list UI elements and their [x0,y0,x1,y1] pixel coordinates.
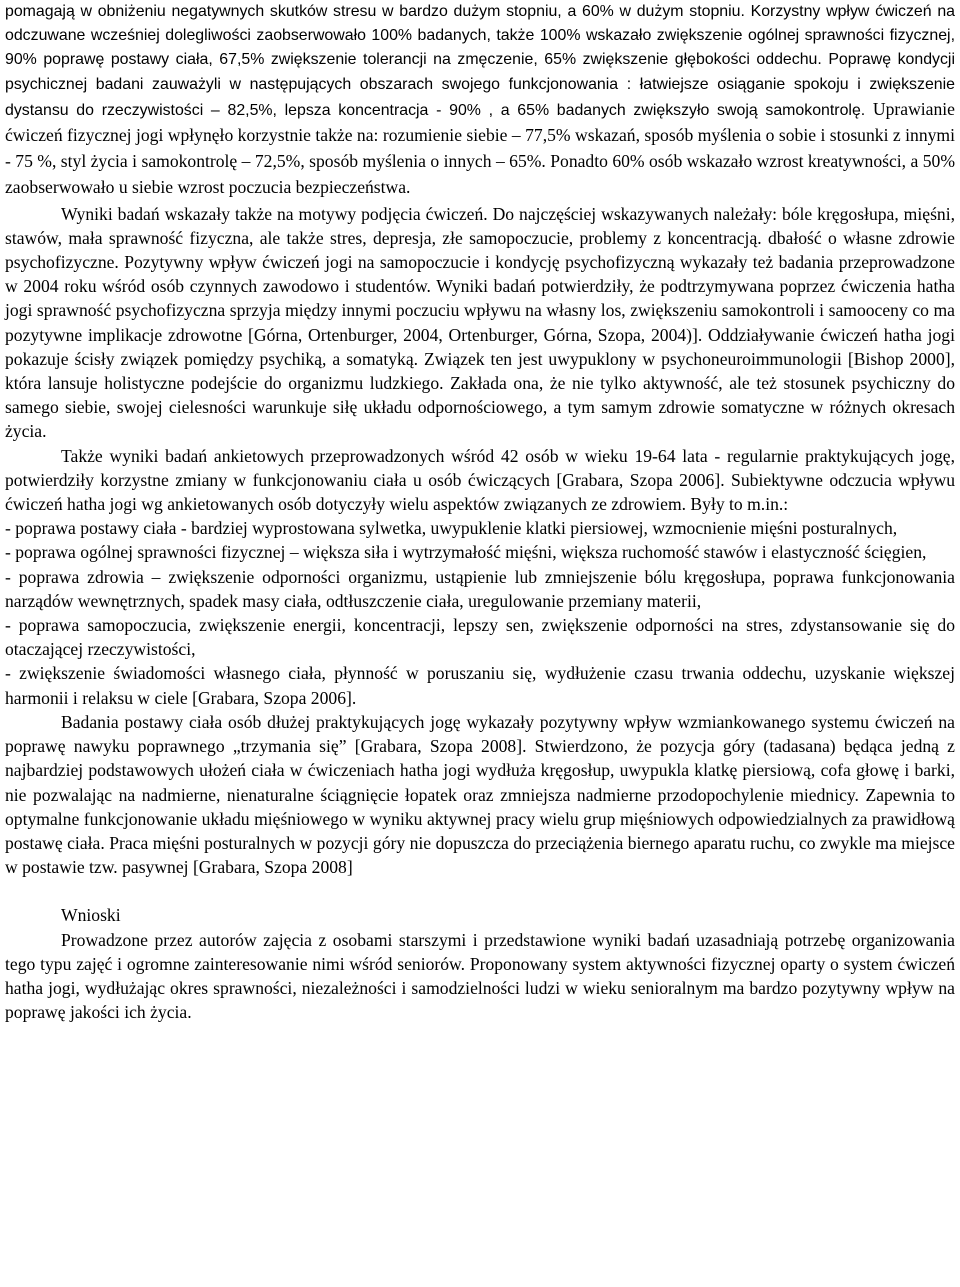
bullet-list [5,516,955,710]
intro-serif-text: Uprawianie ćwiczeń fizycznej jogi wpłynęło korzystnie także na: rozumienie siebie – 77,5% wskazań, sposób myślenia o sobie i stosunki z innymi - 75 %, styl życia i samokontrolę – 72,5%, sposób myślenia o innych – 65%. Ponadto 60% osób wskazało wzrost kreatywności, a 50% zaobserwowało u siebie wzrost poczucia bezpieczeństwa. [5,98,955,198]
section-heading-conclusions: Wnioski [61,905,121,926]
list-item: - poprawa ogólnej sprawności fizycznej – większa siła i wytrzymałość mięśni, większa ruchomość stawów i elastyczność ścięgien, [5,542,927,563]
paragraph-survey: Także wyniki badań ankietowych przeprowadzonych wśród 42 osób w wieku 19-64 lata - regularnie praktykujących jogę, potwierdziły korzystne zmiany w funkcjonowaniu ciała u osób ćwiczących [Grabara, Szopa 2006]. Subiektywne odczucia wpływu ćwiczeń hatha jogi wg ankietowanych osób dotyczyły wielu aspektów związanych ze zdrowiem. Były to m.in.: [5,445,955,515]
list-item: - poprawa samopoczucia, zwiększenie energii, koncentracji, lepszy sen, zwiększenie odporności na stres, zdystansowanie się do otaczającej rzeczywistości, [5,615,955,660]
paragraph-posture: Badania postawy ciała osób dłużej praktykujących jogę wykazały pozytywny wpływ wzmiankowanego systemu ćwiczeń na poprawę nawyku poprawnego „trzymania się” [Grabara, Szopa 2008]. Stwierdzono, że pozycja góry (tadasana) będąca jedną z najbardziej podstawowych ułożeń ciała w ćwiczeniach hatha jogi wydłuża kręgosłup, uwypukla klatkę piersiową, cofa głowę i barki, nie pozwalając na nadmierne, nienaturalne ściągnięcie łopatek oraz zmniejsza nadmierne przodopochylenie miednicy. Zapewnia to optymalne funkcjonowanie układu mięśniowego w wyniku aktywnej pracy wielu grup mięśniowych odpowiedzialnych za prawidłową postawę ciała. Praca mięśni posturalnych w pozycji góry nie dopuszcza do przeciążenia biernego aparatu ruchu, co zwykle ma miejsce w postawie tzw. pasywnej [Grabara, Szopa 2008] [5,711,955,878]
paragraph-intro [5,0,955,202]
list-item: - poprawa zdrowia – zwiększenie odporności organizmu, ustąpienie lub zmniejszenie bólu kręgosłupa, poprawa funkcjonowania narządów wewnętrznych, spadek masy ciała, odtłuszczenie ciała, uregulowanie przemiany materii, [5,566,955,611]
list-item: - zwiększenie świadomości własnego ciała, płynność w poruszaniu się, wydłużenie czasu trwania oddechu, uzyskanie większej harmonii i relaksu w ciele [Grabara, Szopa 2006]. [5,663,955,708]
section-spacer [5,879,955,903]
paragraph-conclusions: Prowadzone przez autorów zajęcia z osobami starszymi i przedstawione wyniki badań uzasadniają potrzebę organizowania tego typu zajęć i ogromne zainteresowanie nimi wśród seniorów. Proponowany system aktywności fizycznej oparty o system ćwiczeń hatha jogi, wydłużając okres sprawności, niezależności i samodzielności ludzi w wieku senioralnym ma bardzo pozytywny wpływ na poprawę jakości ich życia. [5,929,955,1023]
list-item: - poprawa postawy ciała - bardziej wyprostowana sylwetka, uwypuklenie klatki piersiowej, wzmocnienie mięśni posturalnych, [5,518,898,539]
paragraph-motives: Wyniki badań wskazały także na motywy podjęcia ćwiczeń. Do najczęściej wskazywanych należały: bóle kręgosłupa, mięśni, stawów, mała sprawność fizyczna, ale także stres, depresja, złe samopoczucie, problemy z koncentracją. dbałość o własne zdrowie psychofizyczne. Pozytywny wpływ ćwiczeń jogi na samopoczucie i kondycję psychofizyczną wykazały też badania przeprowadzone w 2004 roku wśród osób czynnych zawodowo i studentów. Wyniki badań potwierdziły, że podtrzymywana poprzez ćwiczenia hatha jogi sprawność psychofizyczna sprzyja między innymi poczuciu wpływu na własny los, zwiększeniu samokontroli i samooceny co ma pozytywne implikacje zdrowotne [Górna, Ortenburger, 2004, Ortenburger, Górna, Szopa, 2004)]. Oddziaływanie ćwiczeń hatha jogi pokazuje ścisły związek pomiędzy psychiką, a somatyką. Związek ten jest uwypuklony w psychoneuroimmunologii [Bishop 2000], która lansuje holistyczne podejście do organizmu ludzkiego. Zakłada ona, że nie tylko aktywność, ale też stosunek psychiczny do samego siebie, swojej cielesności warunkuje siłę układu odpornościowego, a tym samym zdrowie somatyczne w różnych okresach życia. [5,203,955,442]
intro-sans-text: pomagają w obniżeniu negatywnych skutków stresu w bardzo dużym stopniu, a 60% w dużym stopniu. Korzystny wpływ ćwiczeń na odczuwane wcześniej dolegliwości zaobserwowało 100% badanych, także 100% wskazało zwiększenie ogólnej sprawności fizycznej, 90% poprawę postawy ciała, 67,5% zwiększenie tolerancji na zmęczenie, 65% zwiększenie głębokości oddechu. Poprawę kondycji psychicznej badani zauważyli w następujących obszarach swojego funkcjonowania : łatwiejsze osiąganie spokoju i zwiększenie dystansu do rzeczywistości – 82,5%, lepsza koncentracja - 90% , a 65% badanych zwiększyło swoją samokontrolę. [5,3,955,119]
document-page [5,0,955,1024]
